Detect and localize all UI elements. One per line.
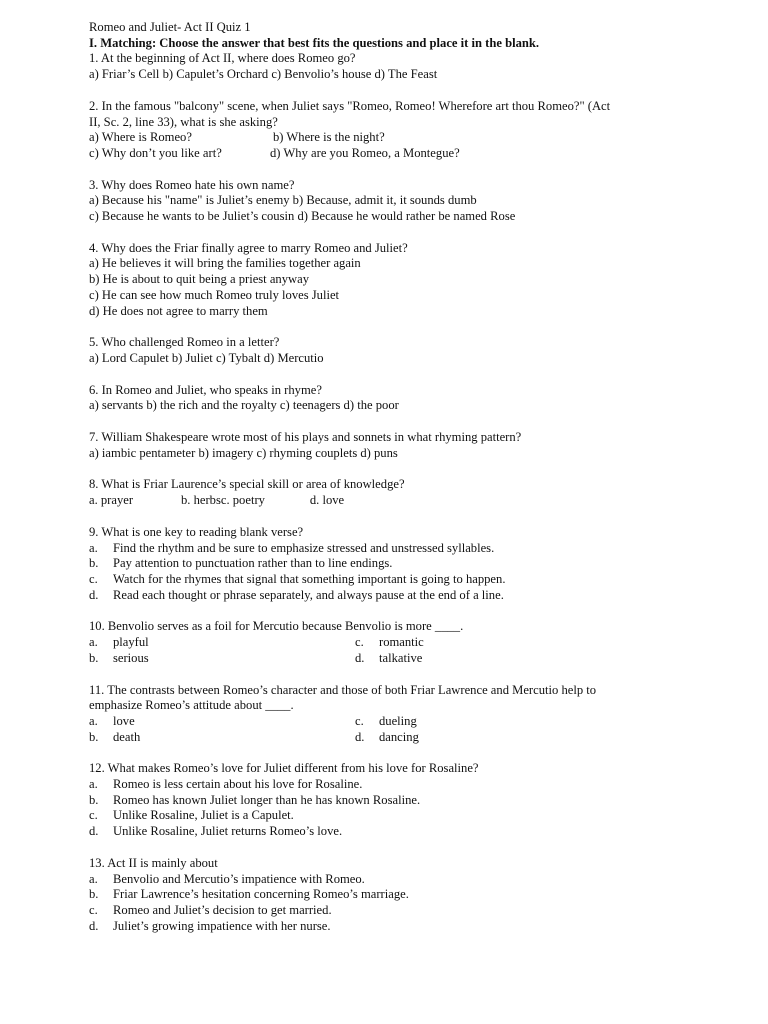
option-text: Benvolio and Mercutio’s impatience with Romeo. [113, 871, 365, 886]
option-letter: a. [89, 777, 98, 792]
option-letter: b. [89, 887, 99, 902]
option-letter: d. [89, 587, 99, 602]
answer-options: a) iambic pentameter b) imagery c) rhyming couplets d) puns [89, 445, 398, 460]
question-text: 4. Why does the Friar finally agree to marry Romeo and Juliet? [89, 240, 408, 255]
option-text: Unlike Rosaline, Juliet returns Romeo’s love. [113, 824, 343, 839]
option-c: c) Why don’t you like art? [89, 145, 222, 160]
question-text-continued: emphasize Romeo’s attitude about ____. [89, 698, 294, 713]
option-a: a) Where is Romeo? [89, 130, 192, 145]
question-3 [89, 178, 728, 225]
option-text: dancing [379, 729, 419, 744]
question-text: 5. Who challenged Romeo in a letter? [89, 335, 280, 350]
question-text: 9. What is one key to reading blank verse? [89, 524, 304, 539]
question-10 [89, 619, 728, 666]
question-1 [89, 51, 728, 82]
option-d [89, 824, 728, 840]
answer-options: a) Friar’s Cell b) Capulet’s Orchard c) Benvolio’s house d) The Feast [89, 67, 438, 82]
question-6 [89, 383, 728, 414]
question-text: 11. The contrasts between Romeo’s character and those of both Friar Lawrence and Mercutio help to [89, 682, 597, 697]
option-letter: d. [355, 729, 365, 744]
section-instructions: I. Matching: Choose the answer that best fits the questions and place it in the blank. [89, 35, 540, 50]
option-c [89, 903, 728, 919]
option-letter: d. [89, 918, 99, 933]
option-text: Find the rhythm and be sure to emphasize stressed and unstressed syllables. [113, 540, 495, 555]
option-d: d) Why are you Romeo, a Montegue? [270, 145, 460, 160]
option-letter: c. [89, 808, 98, 823]
option-letter: c. [89, 902, 98, 917]
option-d [89, 919, 728, 935]
option-letter: c. [355, 635, 364, 650]
option-text: Romeo and Juliet’s decision to get married. [113, 902, 332, 917]
option-text: Watch for the rhymes that signal that something important is going to happen. [113, 571, 506, 586]
option-letter: a. [89, 635, 98, 650]
option-b [89, 730, 355, 746]
question-text-continued: II, Sc. 2, line 33), what is she asking? [89, 114, 278, 129]
option-d: d. love [309, 493, 345, 508]
answer-options-line-1: a) Because his "name" is Juliet’s enemy b) Because, admit it, it sounds dumb [89, 193, 477, 208]
option-a [89, 635, 355, 651]
option-text: death [113, 729, 141, 744]
option-b: b) Where is the night? [273, 130, 385, 145]
option-a: a. prayer [89, 493, 134, 508]
question-7 [89, 430, 728, 461]
option-text: Romeo is less certain about his love for Rosaline. [113, 777, 363, 792]
option-d: d) He does not agree to marry them [89, 303, 268, 318]
option-c [89, 808, 728, 824]
question-9 [89, 525, 728, 604]
option-letter: b. [89, 556, 99, 571]
option-letter: a. [89, 540, 98, 555]
option-letter: a. [89, 713, 98, 728]
option-text: love [113, 713, 135, 728]
question-4 [89, 241, 728, 320]
option-letter: b. [89, 650, 99, 665]
question-text: 13. Act II is mainly about [89, 855, 218, 870]
option-c: c. poetry [220, 493, 265, 508]
option-letter: b. [89, 729, 99, 744]
option-letter: c. [355, 713, 364, 728]
question-5 [89, 335, 728, 366]
option-a [89, 872, 728, 888]
option-b [89, 556, 728, 572]
option-b: b. herbs [181, 493, 221, 508]
option-text: Romeo has known Juliet longer than he has known Rosaline. [113, 792, 421, 807]
option-a [89, 714, 355, 730]
option-c: c) He can see how much Romeo truly loves Juliet [89, 287, 340, 302]
option-text: Juliet’s growing impatience with her nurse. [113, 918, 331, 933]
option-text: Read each thought or phrase separately, and always pause at the end of a line. [113, 587, 504, 602]
option-a [89, 777, 728, 793]
option-b [89, 887, 728, 903]
question-text: 12. What makes Romeo’s love for Juliet different from his love for Rosaline? [89, 761, 479, 776]
option-text: romantic [379, 635, 424, 650]
question-12 [89, 761, 728, 840]
question-13 [89, 856, 728, 935]
option-d [355, 730, 555, 746]
question-text: 8. What is Friar Laurence’s special skill or area of knowledge? [89, 477, 405, 492]
option-c [89, 572, 728, 588]
question-text: 2. In the famous "balcony" scene, when Juliet says "Romeo, Romeo! Wherefore art thou Romeo?" (Act [89, 98, 611, 113]
answer-options: a) Lord Capulet b) Juliet c) Tybalt d) Mercutio [89, 350, 324, 365]
option-text: Unlike Rosaline, Juliet is a Capulet. [113, 808, 294, 823]
option-d [89, 588, 728, 604]
answer-options: a) servants b) the rich and the royalty c) teenagers d) the poor [89, 398, 399, 413]
answer-options-line-2: c) Because he wants to be Juliet’s cousin d) Because he would rather be named Rose [89, 209, 516, 224]
option-letter: a. [89, 871, 98, 886]
option-b: b) He is about to quit being a priest anyway [89, 272, 309, 287]
option-c [355, 714, 555, 730]
option-text: Pay attention to punctuation rather than to line endings. [113, 556, 393, 571]
option-d [355, 651, 555, 667]
option-b [89, 651, 355, 667]
option-letter: c. [89, 571, 98, 586]
question-text: 10. Benvolio serves as a foil for Mercutio because Benvolio is more ____. [89, 619, 464, 634]
question-11 [89, 683, 728, 746]
question-text: 1. At the beginning of Act II, where does Romeo go? [89, 51, 356, 66]
question-text: 7. William Shakespeare wrote most of his plays and sonnets in what rhyming pattern? [89, 430, 522, 445]
option-letter: b. [89, 792, 99, 807]
option-text: talkative [379, 650, 423, 665]
option-letter: d. [355, 650, 365, 665]
question-text: 3. Why does Romeo hate his own name? [89, 177, 295, 192]
option-text: playful [113, 635, 149, 650]
option-text: serious [113, 650, 149, 665]
option-a [89, 541, 728, 557]
question-2 [89, 99, 728, 162]
option-b [89, 793, 728, 809]
option-letter: d. [89, 824, 99, 839]
option-a: a) He believes it will bring the families together again [89, 256, 361, 271]
question-8 [89, 477, 728, 508]
question-text: 6. In Romeo and Juliet, who speaks in rhyme? [89, 382, 322, 397]
page-title: Romeo and Juliet- Act II Quiz 1 [89, 20, 251, 34]
option-text: Friar Lawrence’s hesitation concerning Romeo’s marriage. [113, 887, 409, 902]
option-text: dueling [379, 713, 417, 728]
option-c [355, 635, 555, 651]
